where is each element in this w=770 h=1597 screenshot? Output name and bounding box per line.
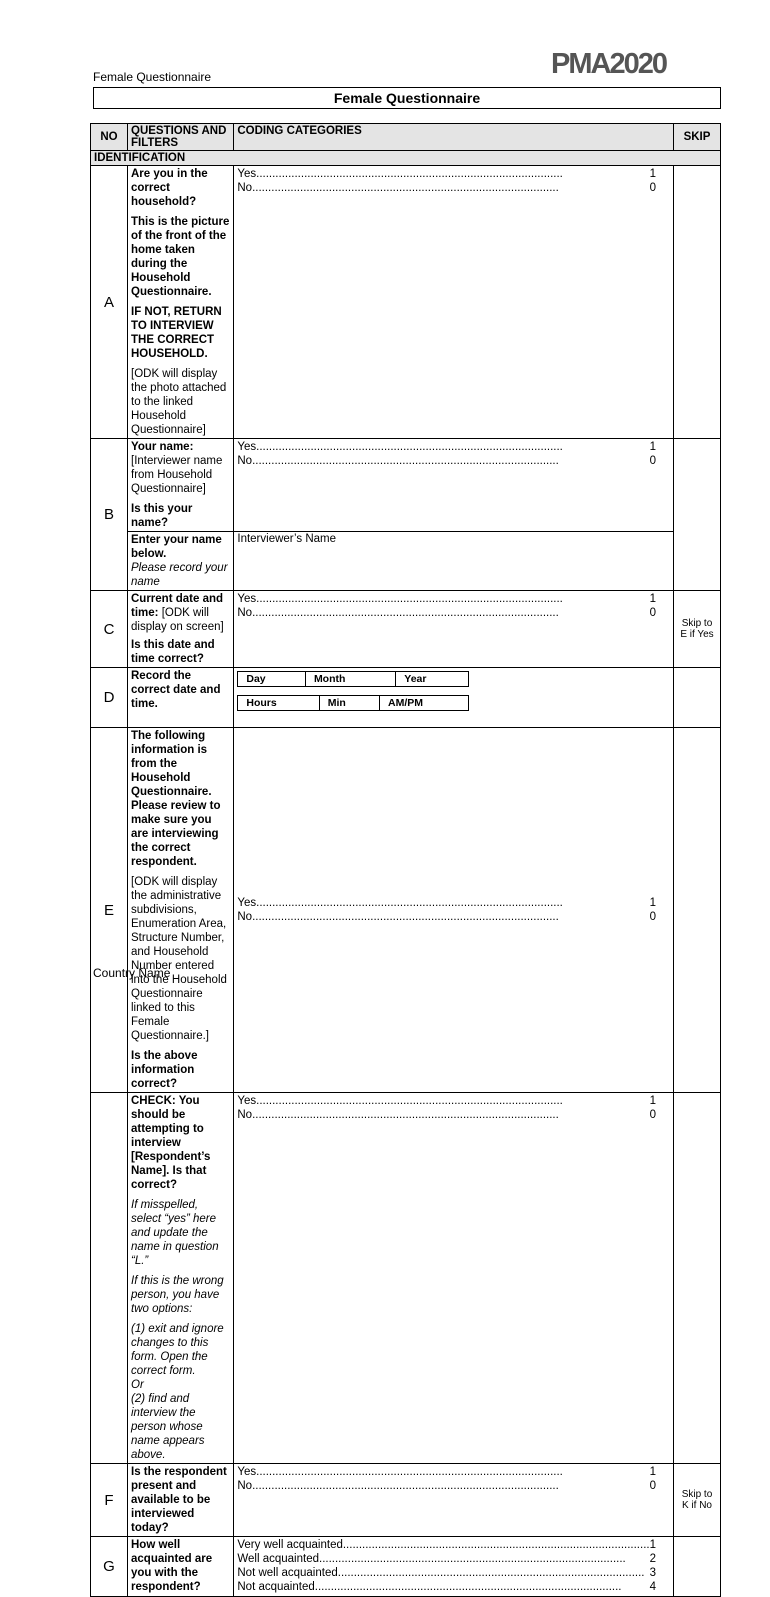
day-field[interactable]: Day <box>238 672 306 687</box>
code-option[interactable]: Yes ..... 1 <box>237 440 670 454</box>
question-cell <box>128 532 234 591</box>
row-number: D <box>91 668 128 728</box>
question-text: Current date and time: <box>131 593 224 619</box>
ampm-field[interactable]: AM/PM <box>379 696 468 711</box>
coding-cell <box>234 1537 674 1597</box>
code-option[interactable]: Yes ..... 1 <box>237 1465 670 1479</box>
questionnaire-table <box>90 123 721 1597</box>
hours-field[interactable]: Hours <box>238 696 319 711</box>
date-grid <box>237 671 469 687</box>
question-text: The following information is from the Household Questionnaire. Please review to make sure you are interviewing the correct respondent. <box>131 730 221 868</box>
table-row <box>91 1464 721 1537</box>
question-cell <box>128 668 234 728</box>
coding-cell <box>234 1093 674 1464</box>
question-text: Is this your name? <box>131 503 193 529</box>
pma2020-logo <box>551 48 681 82</box>
code-option[interactable]: Not well acquainted ..... 3 <box>237 1566 670 1580</box>
table-row <box>91 668 721 728</box>
code-option[interactable]: Yes ..... 1 <box>237 167 670 181</box>
coding-cell <box>234 668 674 728</box>
code-option[interactable]: Well acquainted ..... 2 <box>237 1552 670 1566</box>
question-text: Enter your name below. <box>131 534 222 560</box>
year-field[interactable]: Year <box>396 672 469 687</box>
skip-cell <box>674 1537 721 1597</box>
question-text: IF NOT, RETURN TO INTERVIEW THE CORRECT HOUSEHOLD. <box>131 306 222 360</box>
min-field[interactable]: Min <box>319 696 379 711</box>
code-option[interactable]: Very well acquainted ..... 1 <box>237 1538 670 1552</box>
question-text: Is the above information correct? <box>131 1050 198 1090</box>
question-text: Please record your name <box>131 562 228 588</box>
code-option[interactable]: Yes ..... 1 <box>237 1094 670 1108</box>
code-option[interactable]: Yes ..... 1 <box>237 896 670 910</box>
skip-cell <box>674 439 721 591</box>
table-row <box>91 1093 721 1464</box>
table-row <box>91 166 721 439</box>
skip-cell <box>674 1093 721 1464</box>
skip-instruction: Skip to K if No <box>674 1464 721 1537</box>
question-text: (2) find and interview the person whose name appears above. <box>131 1393 205 1461</box>
page-title: Female Questionnaire <box>93 87 721 109</box>
table-row <box>91 532 721 591</box>
table-header-row <box>91 124 721 151</box>
question-cell <box>128 1537 234 1597</box>
question-text: Your name: <box>131 441 194 453</box>
skip-cell <box>674 728 721 1093</box>
code-option[interactable]: No ..... 0 <box>237 1108 670 1122</box>
table-row <box>91 439 721 532</box>
code-option[interactable]: No ..... 0 <box>237 910 670 924</box>
row-number <box>91 1093 128 1464</box>
question-cell <box>128 728 234 1093</box>
question-text: How well acquainted are you with the respondent? <box>131 1539 213 1593</box>
section-identification: IDENTIFICATION <box>91 151 721 166</box>
coding-cell <box>234 728 674 1093</box>
code-option[interactable]: No ..... 0 <box>237 606 670 620</box>
col-header-skip: SKIP <box>674 124 721 151</box>
coding-cell <box>234 591 674 668</box>
table-row <box>91 591 721 668</box>
question-cell <box>128 439 234 532</box>
question-cell <box>128 166 234 439</box>
col-header-coding: CODING CATEGORIES <box>234 124 674 151</box>
question-text: Is the respondent present and available to be interviewed today? <box>131 1466 227 1534</box>
question-text: If misspelled, select “yes” here and update the name in question “L.” <box>131 1199 219 1267</box>
coding-cell <box>234 166 674 439</box>
question-text: Record the correct date and time. <box>131 670 221 710</box>
question-text: [ODK will display the photo attached to the linked Household Questionnaire] <box>131 368 227 436</box>
code-option[interactable]: No ..... 0 <box>237 454 670 468</box>
logo-text: PMA2020 <box>551 48 666 80</box>
code-option[interactable]: No ..... 0 <box>237 1479 670 1493</box>
code-option[interactable]: Yes ..... 1 <box>237 592 670 606</box>
row-number: A <box>91 166 128 439</box>
col-header-questions: QUESTIONS AND FILTERS <box>128 124 234 151</box>
row-number: G <box>91 1537 128 1597</box>
question-text: (1) exit and ignore changes to this form. Open the correct form. <box>131 1323 224 1377</box>
question-text: This is the picture of the front of the home taken during the Household Questionnaire. <box>131 216 230 298</box>
question-cell <box>128 1464 234 1537</box>
coding-cell <box>234 439 674 532</box>
question-cell <box>128 591 234 668</box>
section-row <box>91 151 721 166</box>
question-text: [ODK will display on screen] <box>131 607 224 633</box>
question-text: If this is the wrong person, you have two options: <box>131 1275 224 1315</box>
code-option[interactable]: Not acquainted ..... 4 <box>237 1580 670 1594</box>
row-number: B <box>91 439 128 591</box>
code-option[interactable]: No ..... 0 <box>237 181 670 195</box>
question-text: Or <box>131 1379 144 1391</box>
table-row <box>91 1537 721 1597</box>
question-text: Is this date and time correct? <box>131 639 215 665</box>
row-number: C <box>91 591 128 668</box>
skip-cell <box>674 166 721 439</box>
row-number: F <box>91 1464 128 1537</box>
question-text: [Interviewer name from Household Questionnaire] <box>131 455 223 495</box>
question-cell <box>128 1093 234 1464</box>
document-label: Female Questionnaire <box>93 70 212 84</box>
col-header-no: NO <box>91 124 128 151</box>
table-row <box>91 728 721 1093</box>
question-text: CHECK: You should be attempting to interview [Respondent’s Name]. Is that correct? <box>131 1095 211 1191</box>
time-grid <box>237 695 469 711</box>
skip-cell <box>674 668 721 728</box>
month-field[interactable]: Month <box>305 672 395 687</box>
row-number: E <box>91 728 128 1093</box>
question-text: [ODK will display the administrative subdivisions, Enumeration Area, Structure Number, and Household Number entered into the Household Questionnaire linked to this Female Questionnaire.] <box>131 876 227 1042</box>
country-name-label: Country Name <box>93 966 171 980</box>
coding-cell <box>234 1464 674 1537</box>
skip-instruction: Skip to E if Yes <box>674 591 721 668</box>
interviewer-name-field[interactable]: Interviewer’s Name <box>234 532 674 591</box>
question-text: Are you in the correct household? <box>131 168 208 208</box>
